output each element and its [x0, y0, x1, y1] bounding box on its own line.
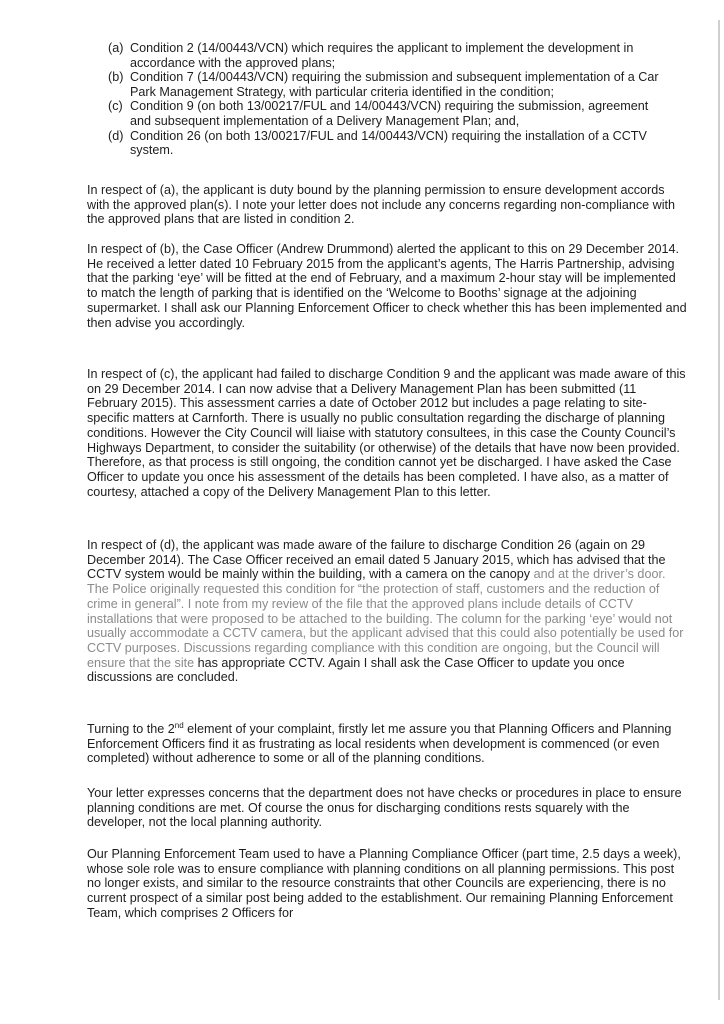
paragraph-second-element — [87, 722, 687, 766]
condition-marker: (b) — [108, 70, 124, 85]
condition-item-d — [108, 129, 668, 158]
paragraph-condition-d — [87, 538, 687, 685]
paragraph-condition-a: In respect of (a), the applicant is duty bound by the planning permission to ensure development accords with the approved plan(s). I note your letter does not include any concerns regarding non-compliance with the approved plans that are listed in condition 2. — [87, 183, 676, 227]
paragraph-condition-d-part-3: has appropriate CCTV. Again I shall ask the Case Officer to update you once discussions are concluded. — [87, 655, 625, 685]
condition-item-c — [108, 99, 668, 128]
second-element-body: element of your complaint, firstly let me assure you that Planning Officers and Planning Enforcement Officers find it as frustrating as local residents when development is commenced (or even completed) without adherence to some or all of the planning conditions. — [87, 722, 672, 766]
condition-item-a — [108, 41, 668, 70]
second-element-lead: Turning to the 2 — [87, 722, 175, 736]
condition-item-b — [108, 70, 668, 99]
paragraph-condition-d-part-2: and at the driver’s door. The Police originally requested this condition for “the protection of staff, customers and the reduction of crime in general”. I note from my review of the file that the approved plans include details of CCTV installations that were proposed to be attached to the building. The column for the parking ‘eye’ would not usually accommodate a CCTV camera, but the applicant advised that this could also potentially be used for CCTV purposes. Discussions regarding compliance with this condition are ongoing, but the Council will ensure that the site — [87, 567, 684, 670]
paragraph-letter-concerns: Your letter expresses concerns that the department does not have checks or procedures in place to ensure planning conditions are met. Of course the onus for discharging conditions rests squarely with the developer, not the local planning authority. — [87, 786, 682, 830]
condition-text: Condition 26 (on both 13/00217/FUL and 14/00443/VCN) requiring the installation of a CCTV system. — [130, 128, 647, 158]
scan-edge-line — [718, 20, 720, 1000]
paragraph-enforcement-team: Our Planning Enforcement Team used to have a Planning Compliance Officer (part time, 2.5 days a week), whose sole role was to ensure compliance with planning conditions on all planning permissions. This post no longer exists, and similar to the resource constraints that other Councils are experiencing, there is no current prospect of a similar post being added to the establishment. Our remaining Planning Enforcement Team, which comprises 2 Officers for — [87, 847, 681, 920]
condition-text: Condition 7 (14/00443/VCN) requiring the submission and subsequent implementation of a Car Park Management Strategy, with particular criteria identified in the condition; — [130, 70, 659, 99]
conditions-list — [108, 41, 668, 158]
paragraph-condition-d-part-1: In respect of (d), the applicant was made aware of the failure to discharge Condition 26 (again on 29 December 2014). The Case Officer received an email dated 5 January 2015, which has advised that the CCTV system would be mainly within the building, with a camera on the canopy — [87, 538, 666, 582]
ordinal-suffix: nd — [174, 720, 184, 730]
condition-marker: (a) — [108, 41, 124, 55]
condition-marker: (d) — [108, 128, 124, 143]
paragraph-condition-b: In respect of (b), the Case Officer (Andrew Drummond) alerted the applicant to this on 29 December 2014. He received a letter dated 10 February 2015 from the applicant’s agents, The Harris Partnership, advising that the parking ‘eye’ will be fitted at the end of February, and a maximum 2-hour stay will be implemented to match the length of parking that is identified on the ‘Welcome to Booths’ signage at the adjoining supermarket. I shall ask our Planning Enforcement Officer to check whether this has been implemented and then advise you accordingly. — [87, 242, 687, 330]
paragraph-condition-c: In respect of (c), the applicant had failed to discharge Condition 9 and the applicant was made aware of this on 29 December 2014. I can now advise that a Delivery Management Plan has been submitted (11 February 2015). This assessment carries a date of October 2012 but includes a page relating to site-specific matters at Carnforth. There is usually no public consultation regarding the discharge of planning conditions. However the City Council will liaise with statutory consultees, in this case the County Council’s Highways Department, to consider the suitability (or otherwise) of the details that have now been provided. Therefore, as that process is still ongoing, the condition cannot yet be discharged. I have asked the Case Officer to update you once his assessment of the details has been completed. I have also, as a matter of courtesy, attached a copy of the Delivery Management Plan to this letter. — [87, 367, 686, 499]
condition-marker: (c) — [108, 99, 123, 114]
condition-text: Condition 9 (on both 13/00217/FUL and 14/00443/VCN) requiring the submission, agreement and subsequent implementation of a Delivery Management Plan; and, — [130, 99, 649, 128]
condition-text: Condition 2 (14/00443/VCN) which requires the applicant to implement the development in accordance with the approved plans; — [130, 41, 634, 70]
